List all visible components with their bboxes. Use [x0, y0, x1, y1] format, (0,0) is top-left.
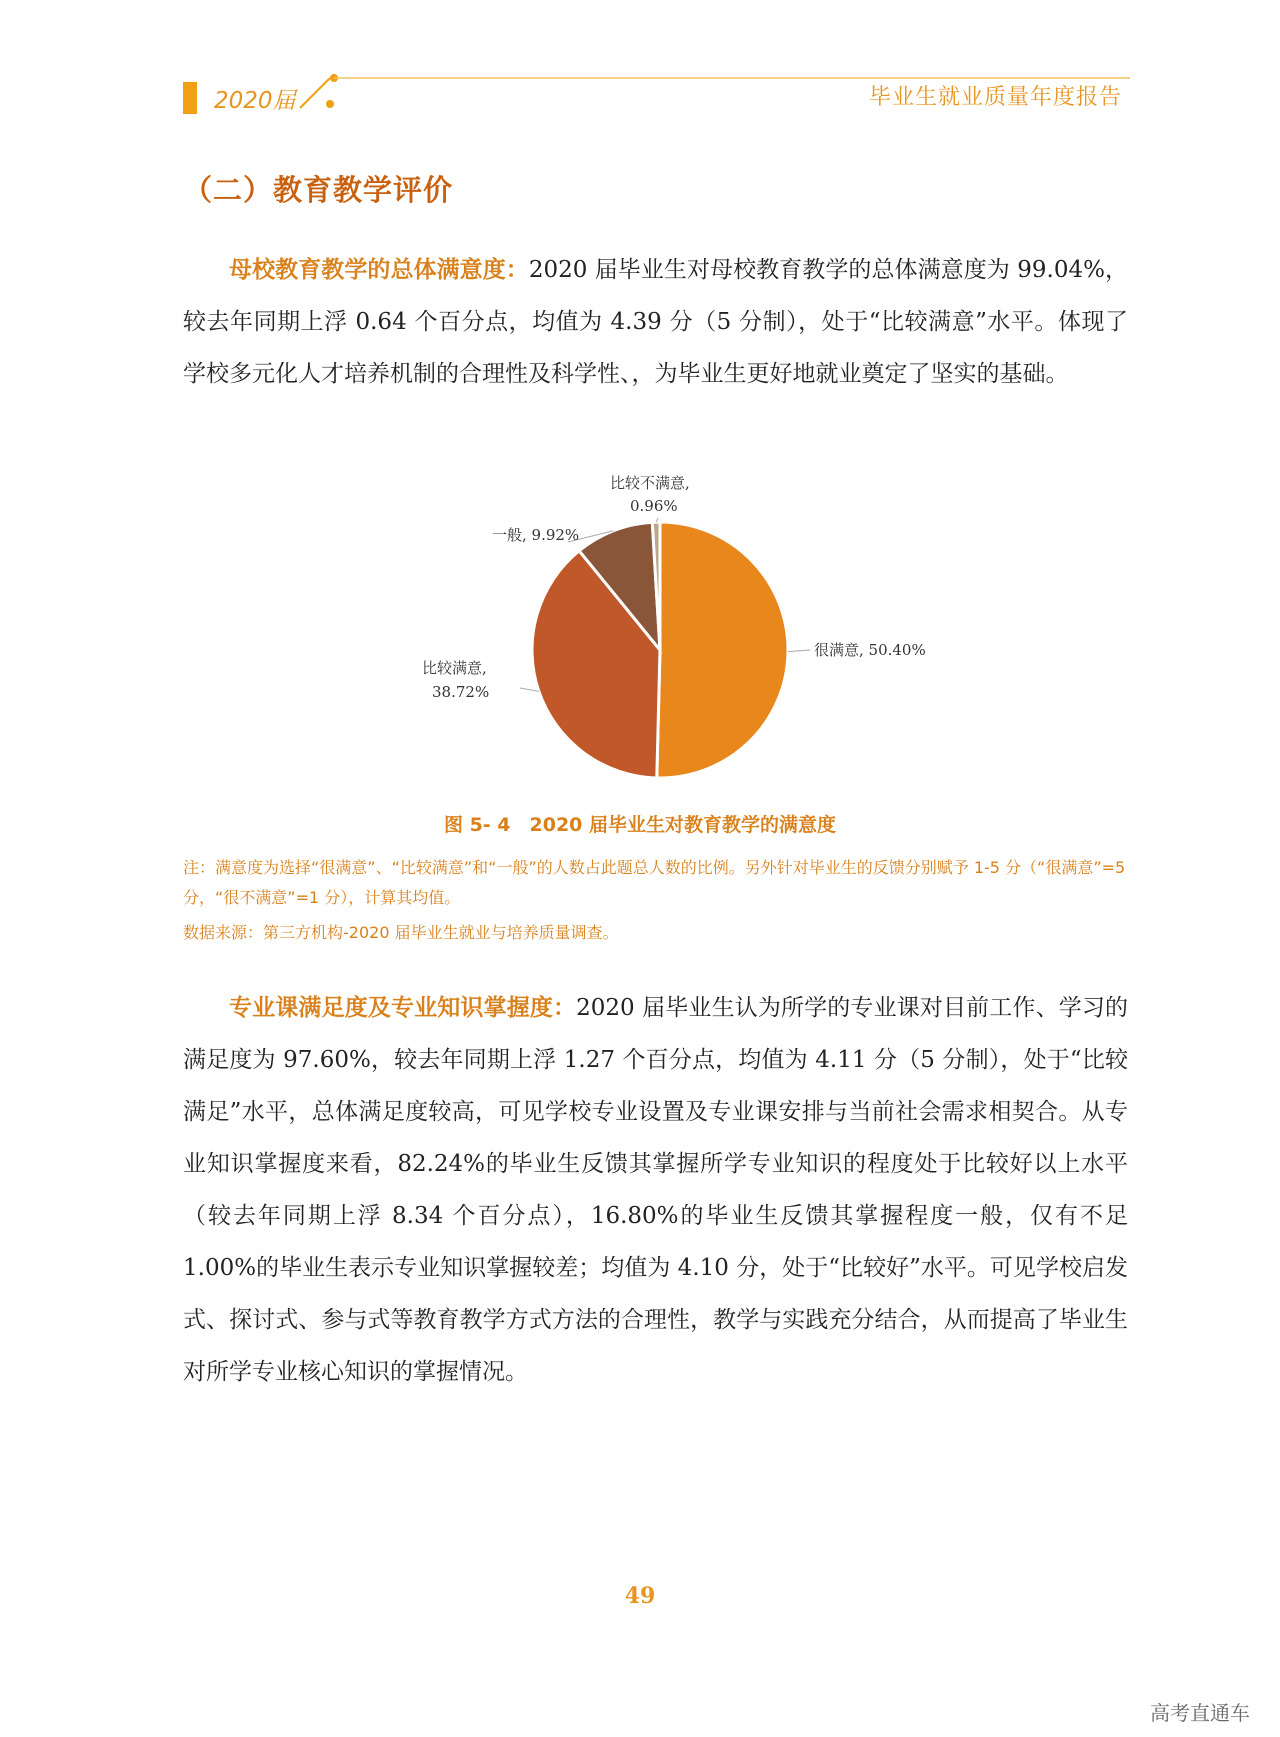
header-year: 2020届 [214, 88, 296, 114]
label-satisfied-line1: 比较满意, [422, 659, 487, 677]
slice-very-satisfied [657, 522, 788, 778]
leader-line [520, 688, 539, 691]
watermark: 高考直通车 [1150, 1701, 1250, 1725]
figure-caption: 图 5- 4 2020 届毕业生对教育教学的满意度 [443, 814, 837, 836]
paragraph-lead: 专业课满足度及专业知识掌握度： [229, 995, 577, 1021]
leader-line [788, 650, 810, 652]
label-dissatisfied-line1: 比较不满意, [610, 474, 690, 492]
paragraph-body: 2020 届毕业生对母校教育教学的总体满意度为 99.04%，较去年同期上浮 0.64 个百分点，均值为 4.39 分（5 分制），处于“比较满意”水平。体现了学校多元化人才培养机制的合理性及科学性、，为毕业生更好地就业奠定了坚实的基础。 [183, 257, 1129, 387]
paragraph-overall-satisfaction [183, 244, 1128, 400]
paragraph-course-satisfaction [183, 982, 1128, 1398]
page-number: 49 [624, 1583, 656, 1609]
paragraph-body: 2020 届毕业生认为所学的专业课对目前工作、学习的满足度为 97.60%，较去年同期上浮 1.27 个百分点，均值为 4.11 分（5 分制），处于“比较满足”水平，总体满足度较高，可见学校专业设置及专业课安排与当前社会需求相契合。从专业知识掌握度来看，82.24%的毕业生反馈其掌握所学专业知识的程度处于比较好以上水平（较去年同期上浮 8.34 个百分点），16.80%的毕业生反馈其掌握程度一般，仅有不足 1.00%的毕业生表示专业知识掌握较差；均值为 4.10 分，处于“比较好”水平。可见学校启发式、探讨式、参与式等教育教学方式方法的合理性，教学与实践充分结合，从而提高了毕业生对所学专业核心知识的掌握情况。 [183, 995, 1128, 1385]
header-accent-bar [183, 82, 197, 114]
satisfaction-pie-chart [380, 460, 980, 800]
label-very-satisfied: 很满意, 50.40% [814, 641, 926, 659]
paragraph-lead: 母校教育教学的总体满意度： [229, 257, 529, 283]
header-report-title: 毕业生就业质量年度报告 [868, 85, 1122, 110]
section-title: （二）教育教学评价 [183, 173, 454, 207]
data-source-note: 数据来源：第三方机构-2020 届毕业生就业与培养质量调查。 [183, 923, 619, 942]
chart-note: 注：满意度为选择“很满意”、“比较满意”和“一般”的人数占此题总人数的比例。另外针对毕业生的反馈分别赋予 1-5 分（“很满意”=5 分，“很不满意”=1 分），计算其均值。 [183, 858, 1126, 907]
label-dissatisfied-line2: 0.96% [630, 497, 678, 515]
label-satisfied-line2: 38.72% [432, 683, 490, 701]
label-neutral: 一般, 9.92% [492, 526, 580, 544]
